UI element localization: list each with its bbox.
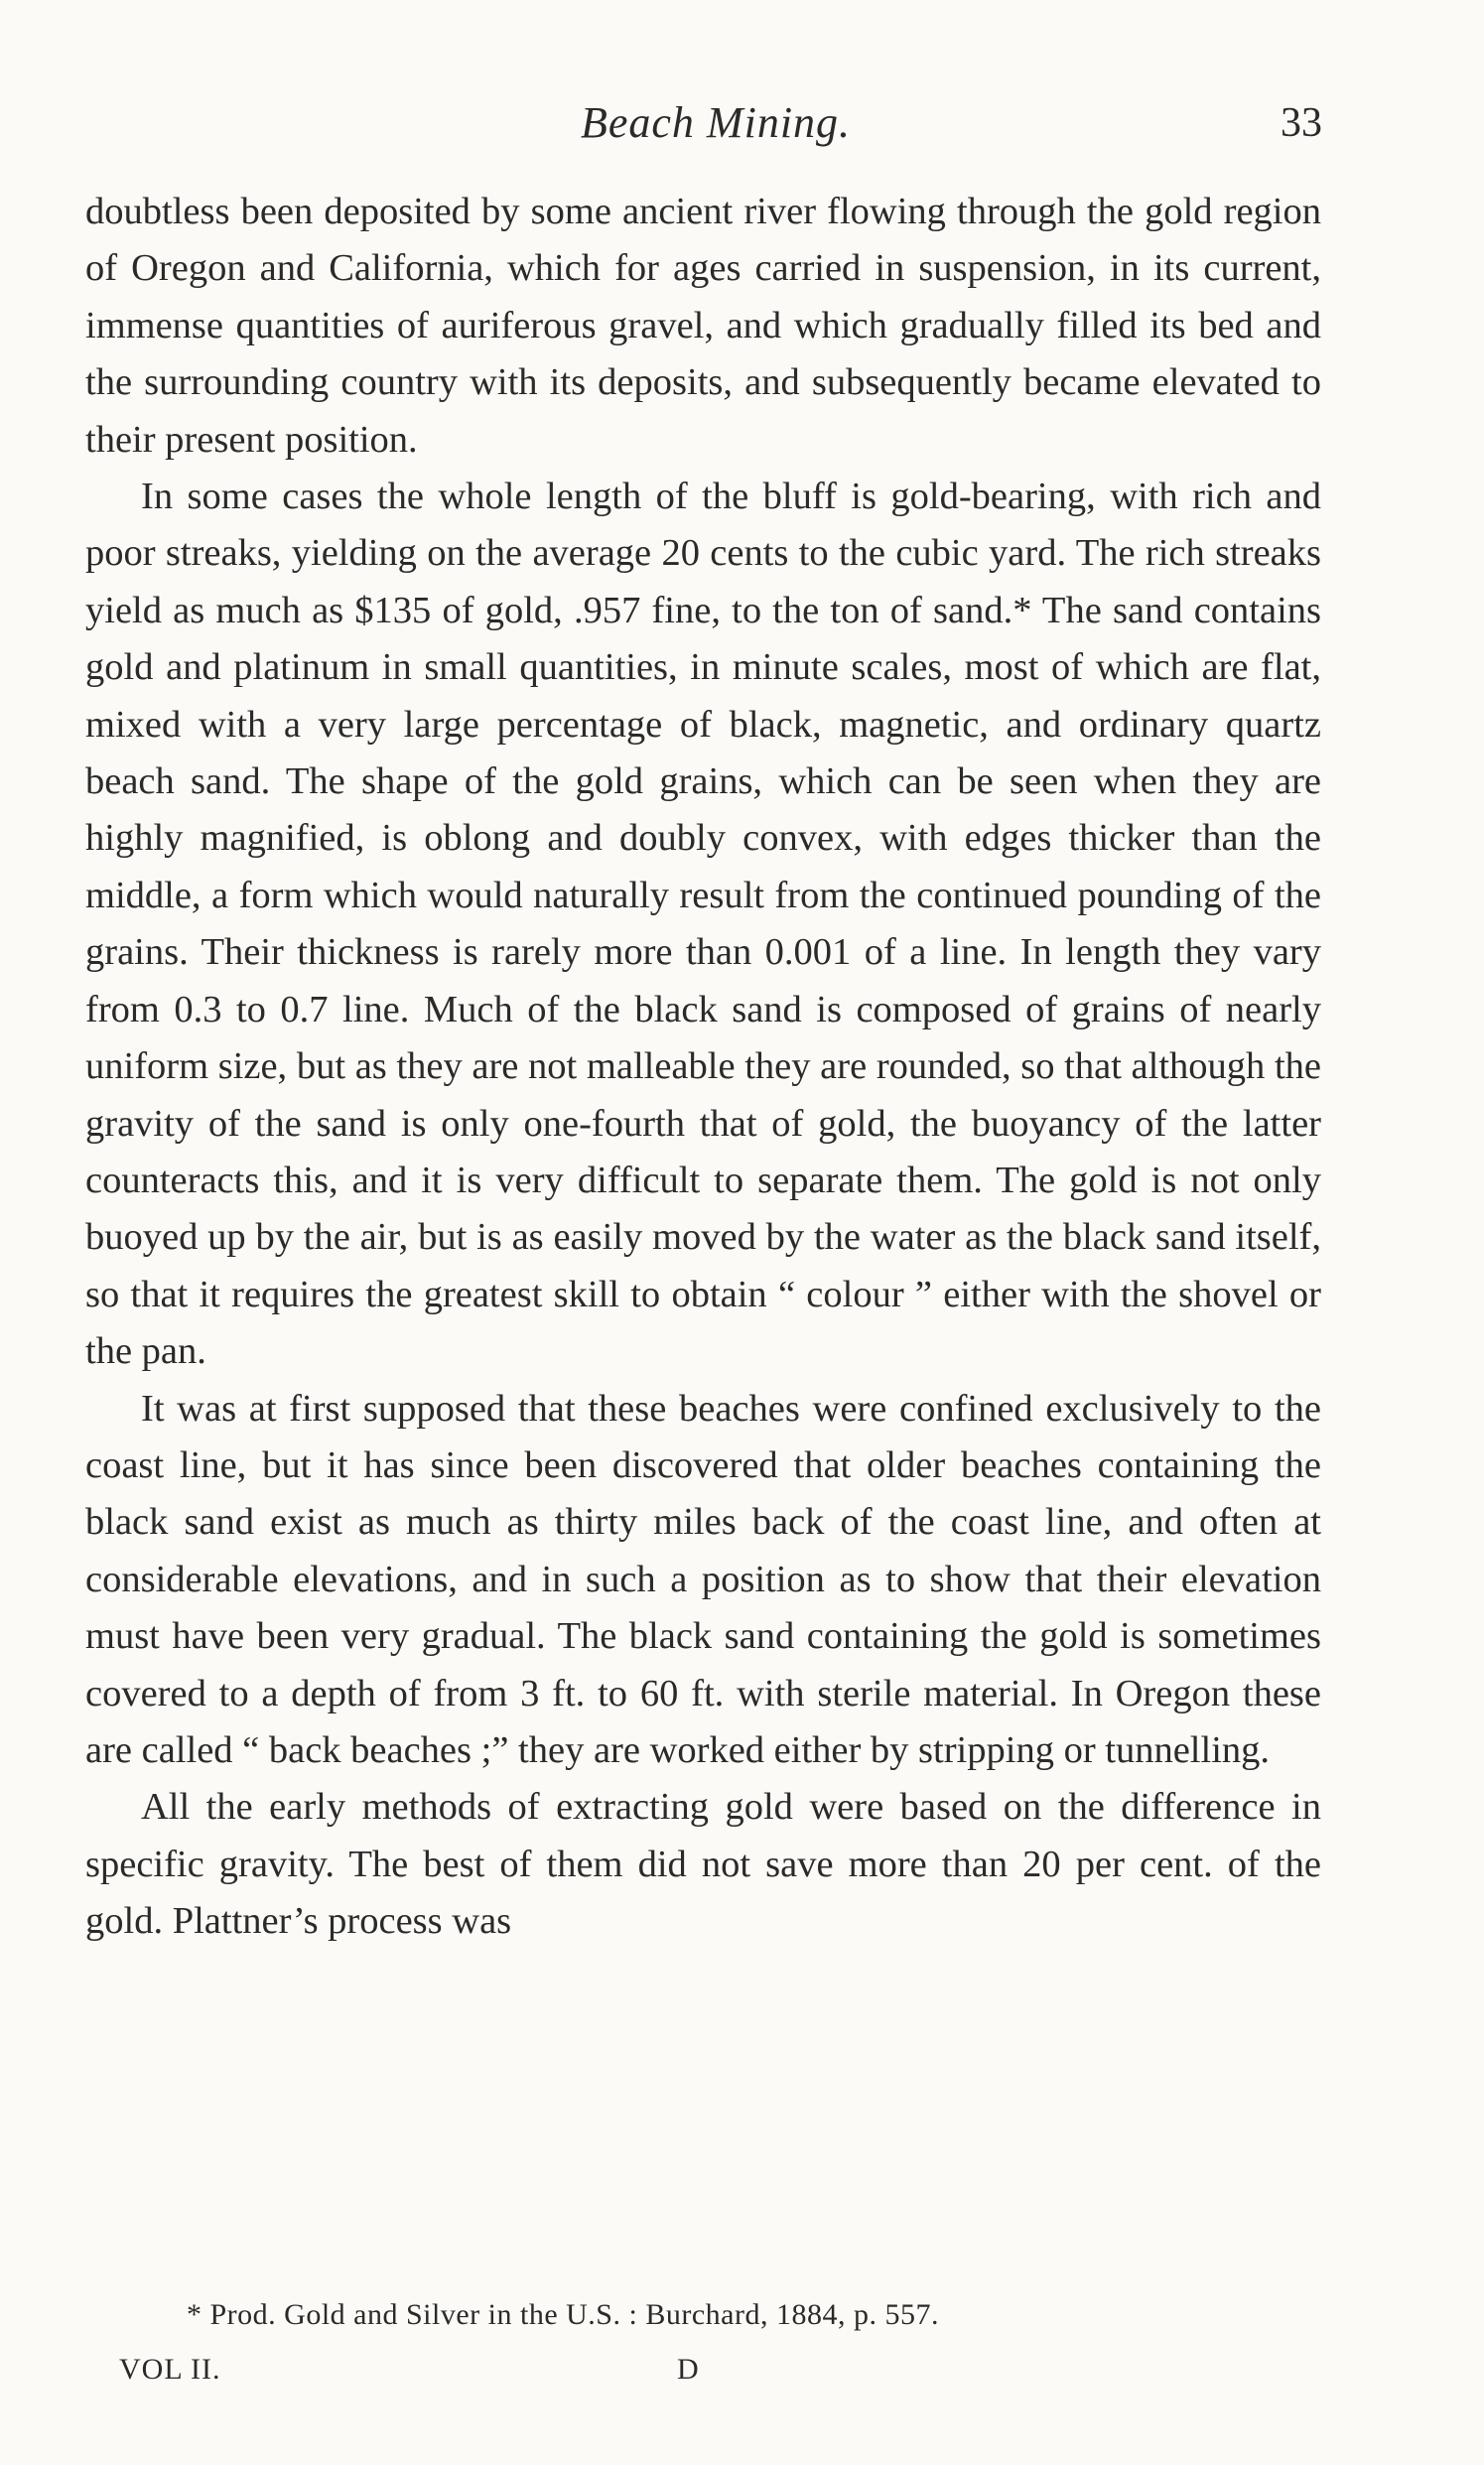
page-number: 33 [1281, 100, 1322, 146]
paragraph-3: It was at first supposed that these beaches were confined exclusively to the coast line, but it has since been discovered that older beaches containing the black sand exist as much as thirty miles back of the coast line, and often at considerable elevations, and in such a position as to show that their elevation must have been very gradual. The black sand containing the gold is sometimes covered to a depth of from 3 ft. to 60 ft. with sterile material. In Oregon these are called “ back beaches ;” they are worked either by stripping or tunnelling. [85, 1387, 1321, 1771]
paragraph-2: In some cases the whole length of the bluff is gold-bearing, with rich and poor streaks, yielding on the average 20 cents to the cubic yard. The rich streaks yield as much as $135 of gold, .957 fine, to the ton of sand.* The sand contains gold and platinum in small quantities, in minute scales, most of which are flat, mixed with a very large percentage of black, magnetic, and ordinary quartz beach sand. The shape of the gold grains, which can be seen when they are highly magnified, is oblong and doubly convex, with edges thicker than the middle, a form which would naturally result from the continued pounding of the grains. Their thickness is rarely more than 0.001 of a line. In length they vary from 0.3 to 0.7 line. Much of the black sand is composed of grains of nearly uniform size, but as they are not malleable they are rounded, so that although the gravity of the sand is only one-fourth that of gold, the buoyancy of the latter counteracts this, and it is very difficult to separate them. The gold is not only buoyed up by the air, but is as easily moved by the water as the black sand itself, so that it requires the greatest skill to obtain “ colour ” either with the shovel or the pan. [85, 476, 1321, 1373]
sheet-mark: D [677, 2353, 699, 2386]
paragraph-4: All the early methods of extracting gold were based on the difference in specific gravity. The best of them did not save more than 20 per cent. of the gold. Plattner’s process was [85, 1786, 1321, 1943]
body-text [85, 184, 1321, 1951]
volume-label: VOL II. [119, 2353, 221, 2386]
signature-line [0, 2353, 1484, 2393]
running-head [0, 97, 1484, 157]
running-title: Beach Mining. [581, 98, 852, 147]
footnote: * Prod. Gold and Silver in the U.S. : Burchard, 1884, p. 557. [187, 2298, 939, 2331]
paragraph-1: doubtless been deposited by some ancient river flowing through the gold region of Oregon and California, which for ages carried in suspension, in its current, immense quantities of auriferous gravel, and which gradually filled its bed and the surrounding country with its deposits, and subsequently became elevated to their present position. [85, 191, 1321, 461]
